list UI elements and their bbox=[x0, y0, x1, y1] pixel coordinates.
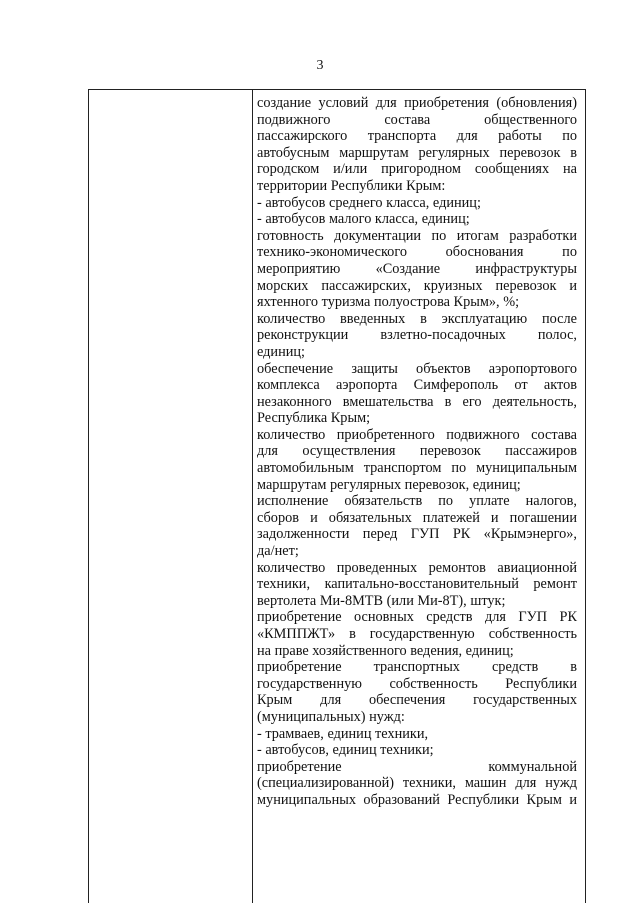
text-line: приобретение коммунальной bbox=[257, 758, 577, 775]
text-line: территории Республики Крым: bbox=[257, 177, 446, 194]
text-line: вертолета Ми-8МТВ (или Ми-8Т), штук; bbox=[257, 592, 506, 609]
text-line: - автобусов среднего класса, единиц; bbox=[257, 194, 481, 211]
text-line: государственную собственность Республики bbox=[257, 675, 577, 692]
text-line: незаконного вмешательства в его деятельность, bbox=[257, 393, 577, 410]
document-table bbox=[88, 89, 586, 903]
text-line: на праве хозяйственного ведения, единиц; bbox=[257, 642, 514, 659]
text-line: техники, капитально-восстановительный ремонт bbox=[257, 576, 577, 593]
text-line: единиц; bbox=[257, 343, 306, 360]
text-line: технико-экономического обоснования по bbox=[257, 244, 577, 261]
text-line: количество приобретенного подвижного состава bbox=[257, 426, 577, 443]
text-line: приобретение основных средств для ГУП РК bbox=[257, 609, 577, 626]
text-line: - автобусов, единиц техники; bbox=[257, 742, 434, 759]
text-line: комплекса аэропорта Симферополь от актов bbox=[257, 377, 577, 394]
text-line: обеспечение защиты объектов аэропортового bbox=[257, 360, 577, 377]
text-line: количество проведенных ремонтов авиационной bbox=[257, 559, 577, 576]
text-line: автобусным маршрутам регулярных перевозок в bbox=[257, 144, 577, 161]
text-line: автомобильным транспортом по муниципальным bbox=[257, 460, 577, 477]
text-line: количество введенных в эксплуатацию после bbox=[257, 310, 577, 327]
text-line: маршрутам регулярных перевозок, единиц; bbox=[257, 476, 521, 493]
text-line: «КМППЖТ» в государственную собственность bbox=[257, 626, 577, 642]
text-line: (специализированной) техники, машин для нужд bbox=[257, 775, 577, 792]
page-number: 3 bbox=[316, 58, 324, 73]
text-line: подвижного состава общественного bbox=[257, 111, 577, 128]
text-line: да/нет; bbox=[257, 543, 299, 560]
column-divider bbox=[252, 90, 253, 903]
text-line: городском и/или пригородном сообщениях на bbox=[257, 161, 577, 178]
text-line: приобретение транспортных средств в bbox=[257, 659, 577, 676]
text-line: мероприятию «Создание инфраструктуры bbox=[257, 260, 577, 277]
text-line: реконструкции взлетно-посадочных полос, bbox=[257, 327, 577, 344]
text-line: для осуществления перевозок пассажиров bbox=[257, 443, 577, 460]
text-line: пассажирского транспорта для работы по bbox=[257, 128, 577, 145]
text-line: яхтенного туризма полуострова Крым», %; bbox=[257, 294, 520, 311]
text-line: готовность документации по итогам разработки bbox=[257, 227, 577, 244]
text-line: Республика Крым; bbox=[257, 410, 371, 427]
text-line: - трамваев, единиц техники, bbox=[257, 725, 429, 742]
text-line: задолженности перед ГУП РК «Крымэнерго», bbox=[257, 526, 577, 543]
table-right-cell bbox=[257, 95, 577, 809]
text-line: - автобусов малого класса, единиц; bbox=[257, 211, 470, 228]
text-line: сборов и обязательных платежей и погашении bbox=[257, 509, 577, 526]
text-line: создание условий для приобретения (обновления) bbox=[257, 95, 577, 111]
text-line: морских пассажирских, круизных перевозок и bbox=[257, 277, 577, 294]
text-line: исполнение обязательств по уплате налогов, bbox=[257, 493, 577, 510]
text-line: (муниципальных) нужд: bbox=[257, 708, 405, 725]
text-line: Крым для обеспечения государственных bbox=[257, 692, 577, 709]
text-line: муниципальных образований Республики Крым и bbox=[257, 791, 577, 808]
